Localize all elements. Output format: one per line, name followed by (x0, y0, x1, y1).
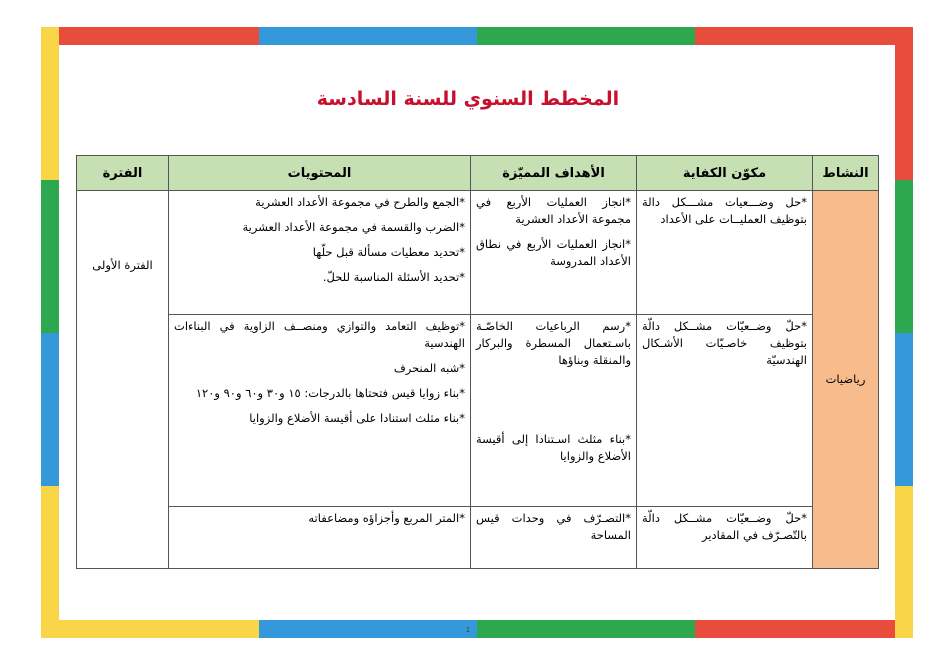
header-period: الفترة (77, 156, 169, 191)
contents-cell (169, 315, 471, 507)
annual-plan-table (76, 155, 879, 569)
objectives-cell (471, 507, 637, 569)
list-item: *حل وضـــعيات مشـــكل دالة بتوظيف العمليــات على الأعداد (642, 195, 807, 226)
header-competence: مكوّن الكفاية (637, 156, 813, 191)
list-item: *الجمع والطرح في مجموعة الأعداد العشرية (255, 195, 465, 209)
table-row (77, 315, 879, 507)
activity-cell: رياضيات (813, 191, 879, 569)
list-item: *الضرب والقسمة في مجموعة الأعداد العشرية (242, 220, 465, 234)
page-title: المخطط السنوي للسنة السادسة (316, 88, 620, 110)
list-item: *بناء زوايا قيس فتحتاها بالدرجات: ١٥ و٣٠ و٦٠ و٩٠ و١٢٠ (195, 386, 465, 400)
list-item: *حلّ وضــعيّات مشــكل دالّة بالتّصـرّف في المقادير (642, 511, 807, 542)
contents-cell (169, 191, 471, 315)
table-header-row (77, 156, 879, 191)
list-item: *توظيف التعامد والتوازي ومنصــف الزاوية في البناءات الهندسية (174, 319, 465, 350)
table-row (77, 507, 879, 569)
list-item: *انجاز العمليات الأربع في مجموعة الأعداد العشرية (476, 195, 631, 226)
header-objectives: الأهداف المميّزة (471, 156, 637, 191)
contents-cell (169, 507, 471, 569)
header-contents: المحتويات (169, 156, 471, 191)
competence-cell (637, 507, 813, 569)
objectives-cell (471, 315, 637, 507)
list-item: *بناء مثلث اسـتنادا إلى أقيسة الأضلاع والزوايا (476, 432, 631, 463)
objectives-cell (471, 191, 637, 315)
list-item: *التصـرّف في وحدات قيس المساحة (476, 511, 631, 542)
list-item: *انجاز العمليات الأربع في نطاق الأعداد المدروسة (476, 237, 631, 268)
list-item: *بناء مثلث استنادا على أقيسة الأضلاع والزوايا (249, 411, 465, 425)
header-activity: النشاط (813, 156, 879, 191)
period-cell: الفترة الأولى (77, 191, 169, 569)
table-row (77, 191, 879, 315)
list-item: *تحديد الأسئلة المناسبة للحلّ. (322, 270, 465, 284)
list-item: *حلّ وضــعيّات مشــكل دالّة بتوظيف خاصـيّات الأشـكال الهندسيّة (642, 319, 807, 367)
competence-cell (637, 315, 813, 507)
list-item: *تحديد معطيات مسألة قبل حلّها (312, 245, 465, 259)
page-number: 1 (465, 626, 471, 634)
competence-cell (637, 191, 813, 315)
list-item: *شبه المنحرف (393, 361, 465, 375)
list-item: *رسم الرباعيات الخاصّـة باسـتعمال المسطرة والبركار والمنقلة وبناؤها (476, 319, 631, 367)
list-item: *المتر المربع وأجزاؤه ومضاعفاته (308, 511, 465, 525)
